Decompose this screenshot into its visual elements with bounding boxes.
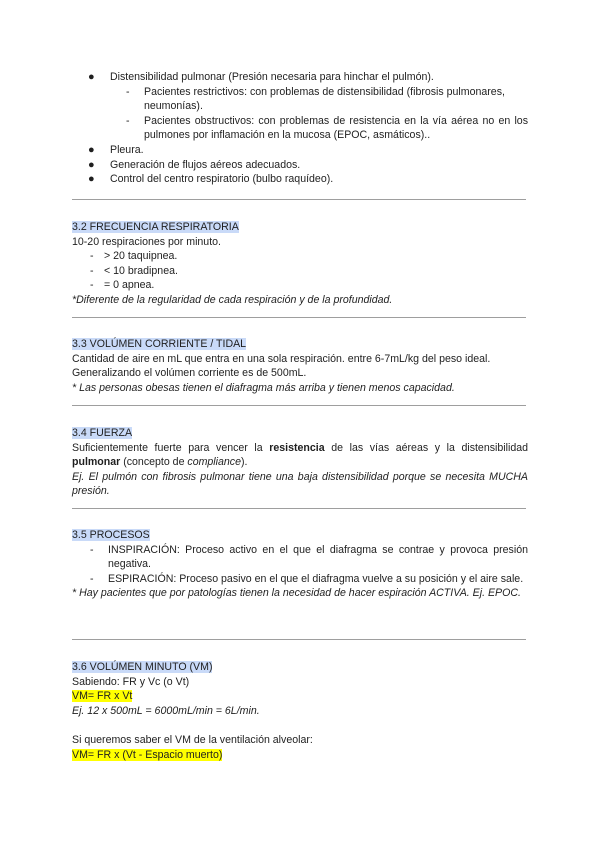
bullet-icon: ● xyxy=(88,158,95,171)
dash-icon: - xyxy=(126,114,130,127)
paragraph: Sabiendo: FR y Vc (o Vt) xyxy=(72,675,190,688)
section-heading: 3.2 FRECUENCIA RESPIRATORIA xyxy=(72,221,239,233)
list-item xyxy=(72,172,528,187)
item-text: ESPIRACIÓN: Proceso pasivo en el que el diafragma vuelve a su posición y el aire sale. xyxy=(108,572,524,585)
item-text: Generación de flujos aéreos adecuados. xyxy=(110,158,301,171)
section-heading: 3.4 FUERZA xyxy=(72,427,133,439)
bullet-icon: ● xyxy=(88,143,95,156)
list-item xyxy=(72,543,528,572)
text-run: de las vías aéreas y la distensibilidad xyxy=(324,441,528,454)
text-run: (concepto de xyxy=(120,456,188,469)
list-item xyxy=(72,249,528,264)
divider xyxy=(72,199,526,200)
item-text: Pacientes obstructivos: con problemas de resistencia en la vía aérea no en los pulmones por inflamación en la mucosa (EPOC, asmáticos).. xyxy=(144,114,528,142)
section-heading: 3.5 PROCESOS xyxy=(72,529,150,541)
text-run-bold: pulmonar xyxy=(72,456,121,469)
list-item xyxy=(72,70,528,85)
bullet-icon: ● xyxy=(88,173,95,186)
dash-icon: - xyxy=(90,264,94,277)
paragraph: Si queremos saber el VM de la ventilación alveolar: xyxy=(72,733,313,746)
item-text: Control del centro respiratorio (bulbo raquídeo). xyxy=(110,173,334,186)
divider xyxy=(72,405,526,406)
section-frecuencia xyxy=(72,220,528,308)
formula: VM= FR x Vt xyxy=(72,690,133,703)
note: * Hay pacientes que por patologías tienen la necesidad de hacer espiración ACTIVA. Ej. EPOC. xyxy=(72,587,521,600)
dash-icon: - xyxy=(90,279,94,292)
list-item xyxy=(72,278,528,293)
example: Ej. 12 x 500mL = 6000mL/min = 6L/min. xyxy=(72,704,260,717)
intro-list xyxy=(72,70,528,187)
item-text: Pleura. xyxy=(110,143,144,156)
section-procesos xyxy=(72,528,528,601)
section-volumen-corriente xyxy=(72,337,528,395)
item-text: = 0 apnea. xyxy=(104,279,155,292)
section-heading: 3.6 VOLÚMEN MINUTO (VM) xyxy=(72,661,213,673)
divider xyxy=(72,639,526,640)
section-fuerza xyxy=(72,426,528,499)
section-heading: 3.3 VOLÚMEN CORRIENTE / TIDAL xyxy=(72,338,247,350)
spacer xyxy=(72,718,528,733)
divider xyxy=(72,508,526,509)
dash-icon: - xyxy=(90,572,94,585)
list-item xyxy=(72,143,528,158)
list-item xyxy=(72,85,528,114)
section-volumen-minuto xyxy=(72,660,528,762)
item-text: Distensibilidad pulmonar (Presión necesaria para hinchar el pulmón). xyxy=(110,71,434,83)
text-run-italic: compliance xyxy=(187,456,241,469)
paragraph xyxy=(72,441,528,470)
note: Ej. El pulmón con fibrosis pulmonar tiene una baja distensibilidad porque se necesita MUCHA presión. xyxy=(72,470,528,498)
note: * Las personas obesas tienen el diafragma más arriba y tienen menos capacidad. xyxy=(72,381,455,394)
list-item xyxy=(72,158,528,173)
list-item xyxy=(72,572,528,587)
note: *Diferente de la regularidad de cada respiración y de la profundidad. xyxy=(72,293,393,306)
dash-icon: - xyxy=(90,543,94,556)
paragraph: 10-20 respiraciones por minuto. xyxy=(72,235,221,248)
formula: VM= FR x (Vt - Espacio muerto) xyxy=(72,748,223,761)
item-text: Pacientes restrictivos: con problemas de distensibilidad (fibrosis pulmonares, neumonías). xyxy=(144,85,505,113)
item-text: < 10 bradipnea. xyxy=(104,264,178,277)
paragraph: Generalizando el volúmen corriente es de 500mL. xyxy=(72,367,307,380)
text-run-bold: resistencia xyxy=(269,441,325,454)
list-item xyxy=(72,114,528,143)
list-item xyxy=(72,264,528,279)
divider xyxy=(72,317,526,318)
bullet-icon: ● xyxy=(88,71,95,83)
item-text: INSPIRACIÓN: Proceso activo en el que el diafragma se contrae y provoca presión negativa. xyxy=(108,543,528,571)
item-text: > 20 taquipnea. xyxy=(104,250,178,263)
text-run: ). xyxy=(241,456,248,469)
paragraph: Cantidad de aire en mL que entra en una sola respiración. entre 6-7mL/kg del peso ideal. xyxy=(72,352,491,365)
dash-icon: - xyxy=(126,85,130,98)
dash-icon: - xyxy=(90,250,94,263)
text-run: Suficientemente fuerte para vencer la xyxy=(72,441,270,454)
